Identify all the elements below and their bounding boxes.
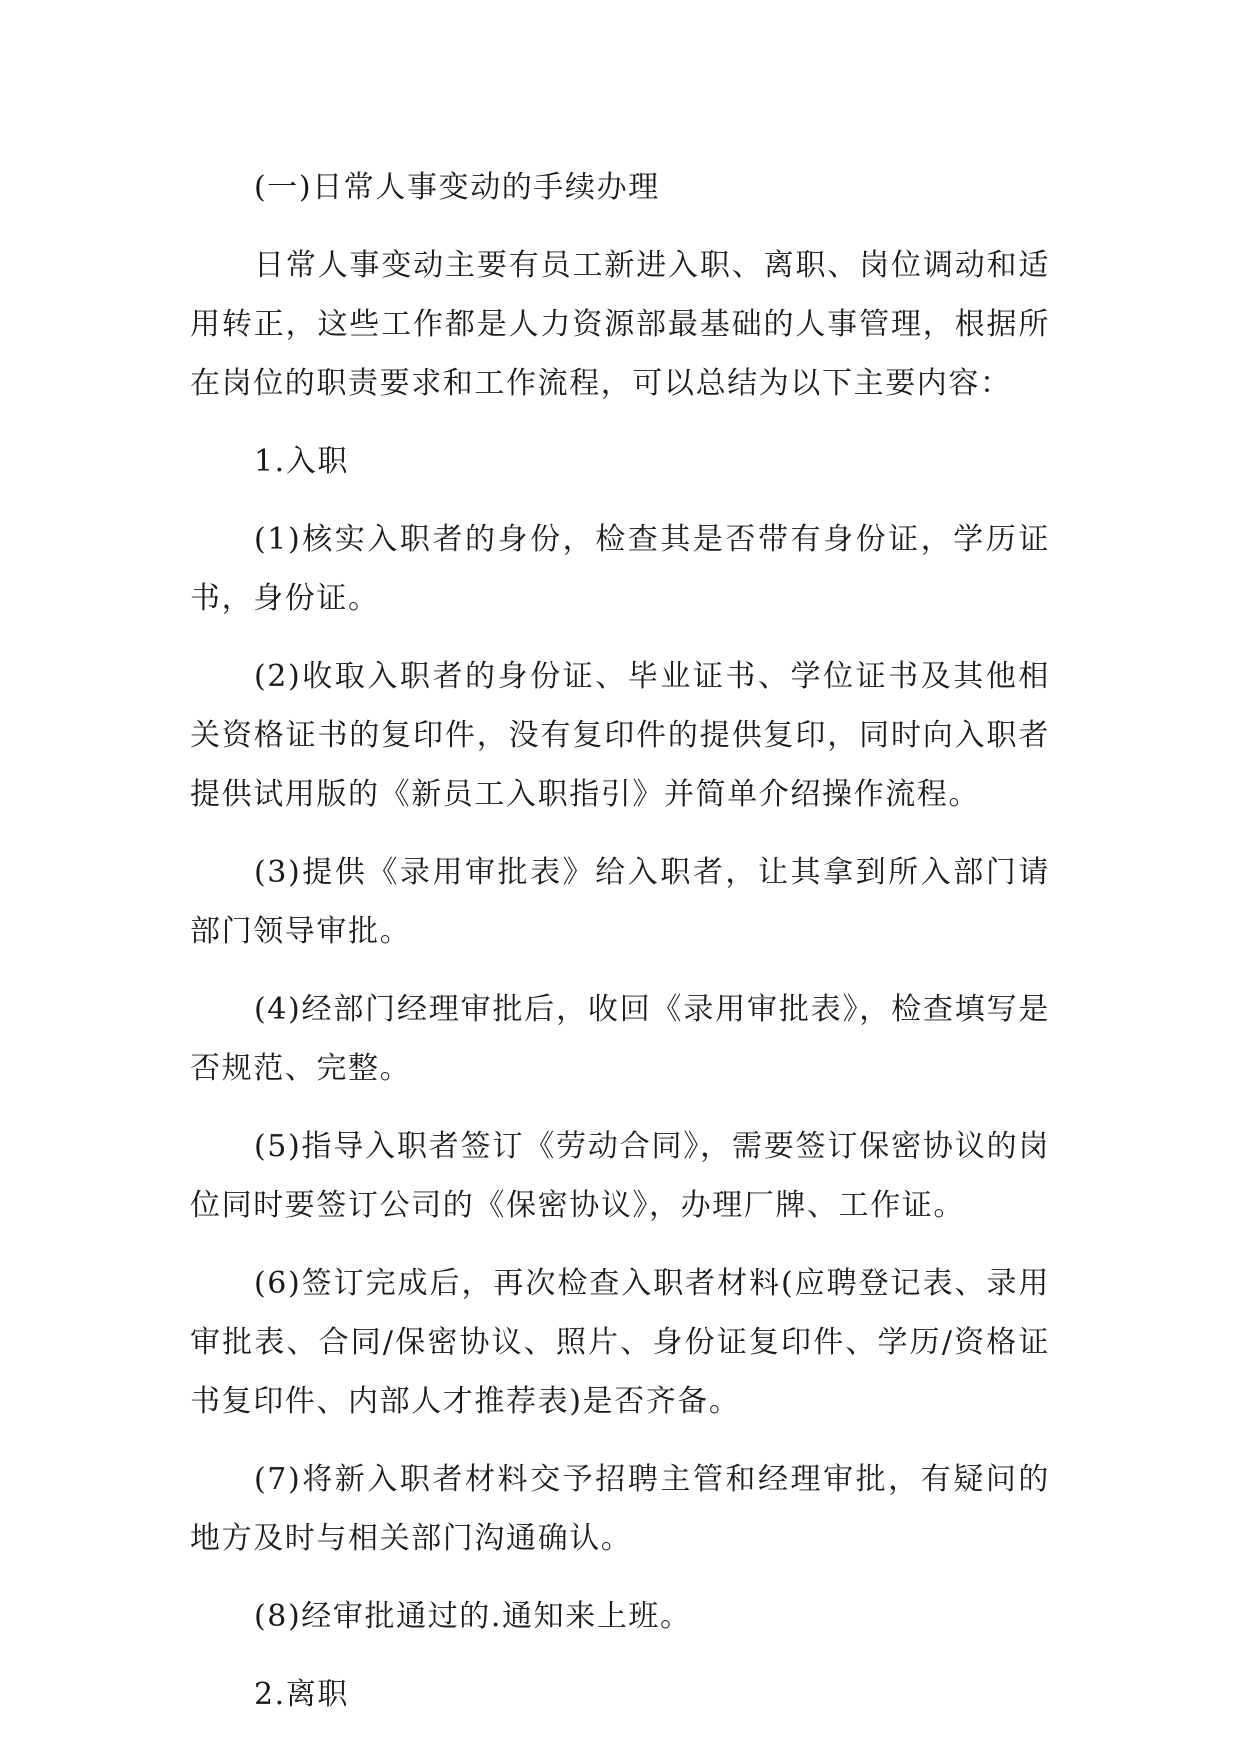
step-paragraph-6: (6)签订完成后，再次检查入职者材料(应聘登记表、录用审批表、合同/保密协议、照片、身份证复印件、学历/资格证书复印件、内部人才推荐表)是否齐备。 <box>190 1266 1050 1419</box>
step-paragraph-4: (4)经部门经理审批后，收回《录用审批表》，检查填写是否规范、完整。 <box>190 992 1050 1086</box>
step-paragraph-3: (3)提供《录用审批表》给入职者，让其拿到所入部门请部门领导审批。 <box>190 855 1050 949</box>
step-paragraph-8: (8)经审批通过的.通知来上班。 <box>254 1599 692 1634</box>
step-paragraph-7: (7)将新入职者材料交予招聘主管和经理审批，有疑问的地方及时与相关部门沟通确认。 <box>190 1462 1050 1556</box>
intro-paragraph: 日常人事变动主要有员工新进入职、离职、岗位调动和适用转正，这些工作都是人力资源部最基础的人事管理，根据所在岗位的职责要求和工作流程，可以总结为以下主要内容： <box>190 248 1050 401</box>
document-body <box>190 158 1050 1743</box>
step-paragraph-2: (2)收取入职者的身份证、毕业证书、学位证书及其他相关资格证书的复印件，没有复印件的提供复印，同时向入职者提供试用版的《新员工入职指引》并简单介绍操作流程。 <box>190 659 1050 812</box>
step-paragraph-1: (1)核实入职者的身份，检查其是否带有身份证，学历证书，身份证。 <box>190 522 1050 616</box>
step-paragraph-5: (5)指导入职者签订《劳动合同》，需要签订保密协议的岗位同时要签订公司的《保密协议》，办理厂牌、工作证。 <box>190 1129 1050 1223</box>
section-heading: (一)日常人事变动的手续办理 <box>254 170 660 205</box>
subsection-heading-resignation: 2.离职 <box>254 1677 350 1712</box>
subsection-heading-onboarding: 1.入职 <box>254 444 350 479</box>
